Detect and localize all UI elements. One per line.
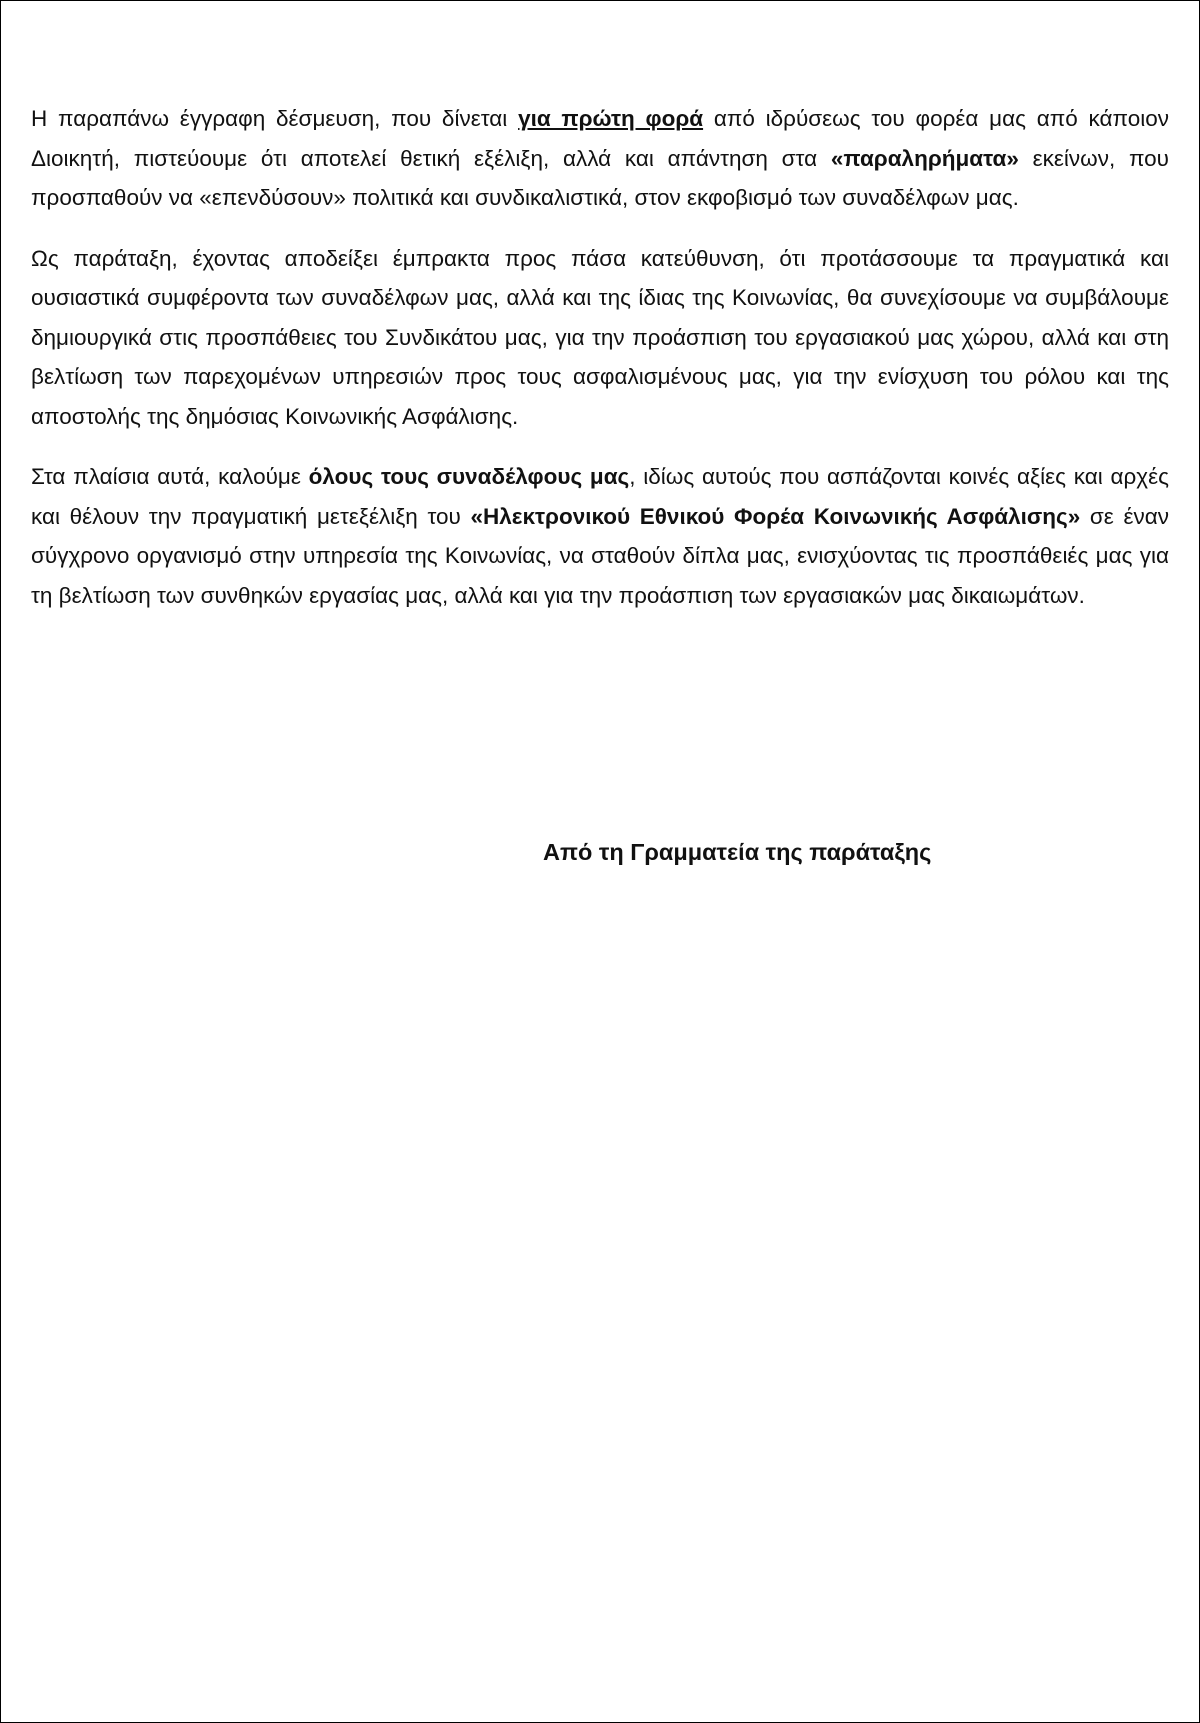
- text-segment: από ιδρύσεως του φορέα μας από κάποιον Διοικητή, πιστεύουμε ότι αποτελεί θετική εξέλιξη, αλλά και απάντηση στα: [31, 106, 1169, 171]
- emphasis-all-colleagues: όλους τους συναδέλφους μας: [308, 464, 630, 489]
- emphasis-ravings: «παραληρήματα»: [830, 145, 1019, 171]
- text-segment: Ως παράταξη, έχοντας αποδείξει έμπρακτα προς πάσα κατεύθυνση, ότι προτάσσουμε τα πραγματικά και ουσιαστικά συμφέροντα των συναδέλφων μας, αλλά και της ίδιας της Κοινωνίας, θα συνεχίσουμε να συμβάλουμε δημιουργικά στις προσπάθειες του Συνδικάτου μας, για την προάσπιση του εργασιακού μας χώρου, αλλά και στη βελτίωση των παρεχομένων υπηρεσιών προς τους ασφαλισμένους μας, για την ενίσχυση του ρόλου και της αποστολής της δημόσιας Κοινωνικής Ασφάλισης.: [31, 245, 1169, 429]
- paragraph-3: [31, 457, 1169, 615]
- signature-line: Από τη Γραμματεία της παράταξης: [543, 839, 932, 865]
- paragraph-2: [31, 239, 1169, 437]
- text-segment: Στα πλαίσια αυτά, καλούμε: [31, 464, 309, 489]
- text-segment: εκείνων, που προσπαθούν να «επενδύσουν» πολιτικά και συνδικαλιστικά, στον εκφοβισμό των συναδέλφων μας.: [31, 145, 1169, 210]
- document-body: [31, 99, 1169, 636]
- paragraph-1: [31, 99, 1169, 218]
- emphasis-organization-name: «Ηλεκτρονικού Εθνικού Φορέα Κοινωνικής Ασφάλισης»: [470, 503, 1081, 529]
- emphasis-first-time: για πρώτη φορά: [518, 106, 704, 131]
- text-segment: Η παραπάνω έγγραφη δέσμευση, που δίνεται: [31, 106, 519, 131]
- text-segment: , ιδίως αυτούς που ασπάζονται κοινές αξίες και αρχές και θέλουν την πραγματική μετεξέλιξη του: [31, 464, 1169, 529]
- text-segment: σε έναν σύγχρονο οργανισμό στην υπηρεσία της Κοινωνίας, να σταθούν δίπλα μας, ενισχύοντας τις προσπάθειές μας για τη βελτίωση των συνθηκών εργασίας μας, αλλά και για την προάσπιση των εργασιακών μας δικαιωμάτων.: [31, 503, 1170, 608]
